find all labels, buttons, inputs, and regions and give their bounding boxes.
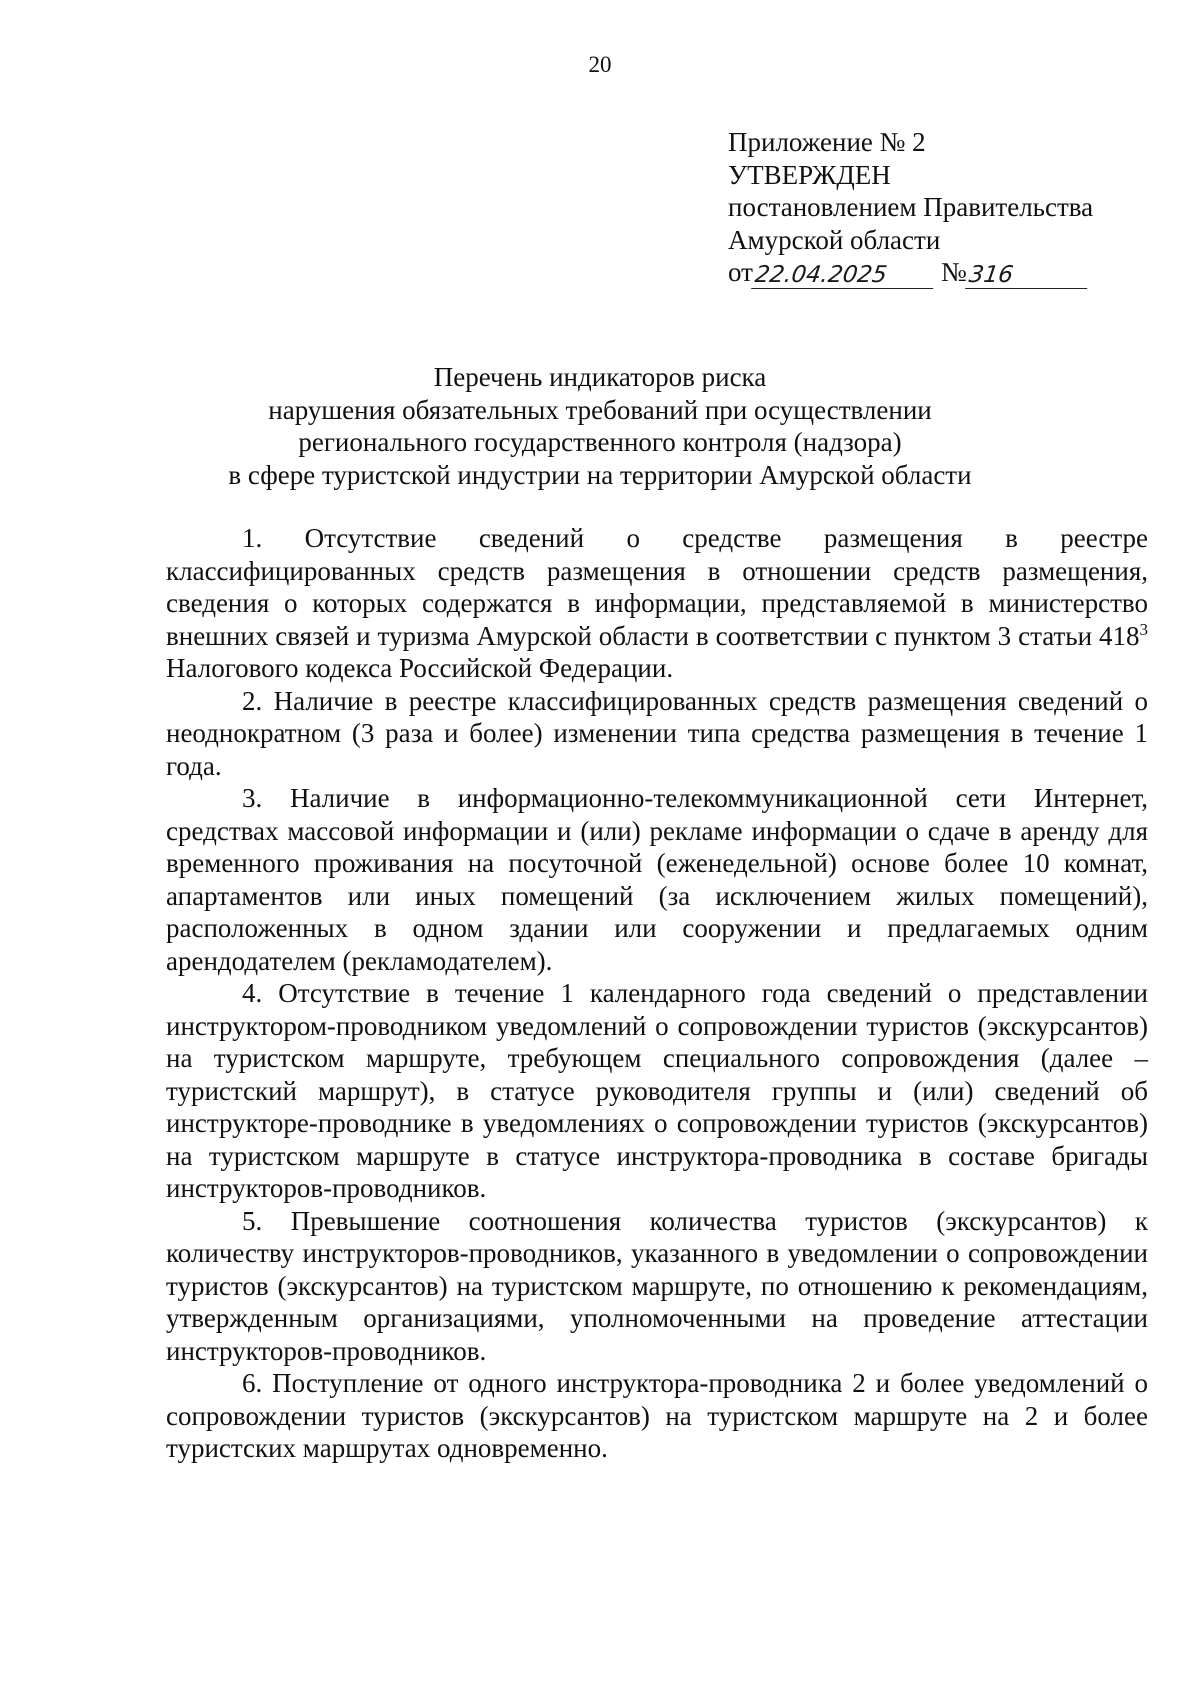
indicator-item-1-text: 1. Отсутствие сведений о средстве размещения в реестре классифицированных средств размещения в отношении средств размещения, сведения о которых содержатся в информации, представляемой в министерство внешних связей и туризма Амурской области в соответствии с пунктом 3 статьи 418	[166, 523, 1148, 651]
date-prefix: от	[728, 257, 753, 287]
title-line-2: нарушения обязательных требований при осуществлении	[268, 394, 932, 425]
indicator-item-6: 6. Поступление от одного инструктора-проводника 2 и более уведомлений о сопровождении туристов (экскурсантов) на туристском маршруте на 2 и более туристских маршрутах одновременно.	[166, 1368, 1148, 1463]
indicator-item-5: 5. Превышение соотношения количества туристов (экскурсантов) к количеству инструкторов-проводников, указанного в уведомлении о сопровождении туристов (экскурсантов) на туристском маршруте, по отношению к рекомендациям, утвержденным организациями, уполномоченными на проведение аттестации инструкторов-проводников.	[166, 1205, 1148, 1366]
date-number-line	[728, 256, 1128, 289]
indicator-list	[166, 522, 1148, 1465]
title-line-4: в сфере туристской индустрии на территории Амурской области	[228, 459, 972, 490]
indicator-item-2: 2. Наличие в реестре классифицированных средств размещения сведений о неоднократном (3 раза и более) изменении типа средства размещения в течение 1 года.	[166, 685, 1148, 781]
region-label: Амурской области	[728, 224, 941, 255]
resolution-label: постановлением Правительства	[728, 192, 1094, 222]
appendix-label: Приложение № 2	[728, 127, 926, 157]
title-line-3: регионального государственного контроля (надзора)	[298, 427, 902, 457]
document-title	[0, 361, 1200, 491]
handwritten-date: 22.04.2025	[751, 262, 937, 289]
indicator-item-1	[166, 522, 1148, 685]
page-number: 20	[588, 52, 612, 77]
approved-label: УТВЕРЖДЕН	[728, 159, 891, 190]
title-line-1: Перечень индикаторов риска	[433, 362, 767, 392]
approval-block	[728, 126, 1128, 289]
indicator-item-1-text-end: Налогового кодекса Российской Федерации.	[166, 653, 674, 683]
handwritten-number: 316	[965, 262, 1091, 289]
indicator-item-4: 4. Отсутствие в течение 1 календарного года сведений о представлении инструктором-проводником уведомлений о сопровождении туристов (экскурсантов) на туристском маршруте, требующем специального сопровождения (далее – туристский маршрут), в статусе руководителя группы и (или) сведений об инструкторе-проводнике в уведомлениях о сопровождении туристов (экскурсантов) на туристском маршруте в статусе инструктора-проводника в составе бригады инструкторов-проводников.	[166, 978, 1148, 1203]
indicator-item-3: 3. Наличие в информационно-телекоммуникационной сети Интернет, средствах массовой информации и (или) рекламе информации о сдаче в аренду для временного проживания на посуточной (еженедельной) основе более 10 комнат, апартаментов или иных помещений (за исключением жилых помещений), расположенных в одном здании или сооружении и предлагаемых одним арендодателем (рекламодателем).	[166, 783, 1148, 976]
superscript: 3	[1139, 619, 1148, 639]
number-prefix: №	[940, 257, 967, 287]
